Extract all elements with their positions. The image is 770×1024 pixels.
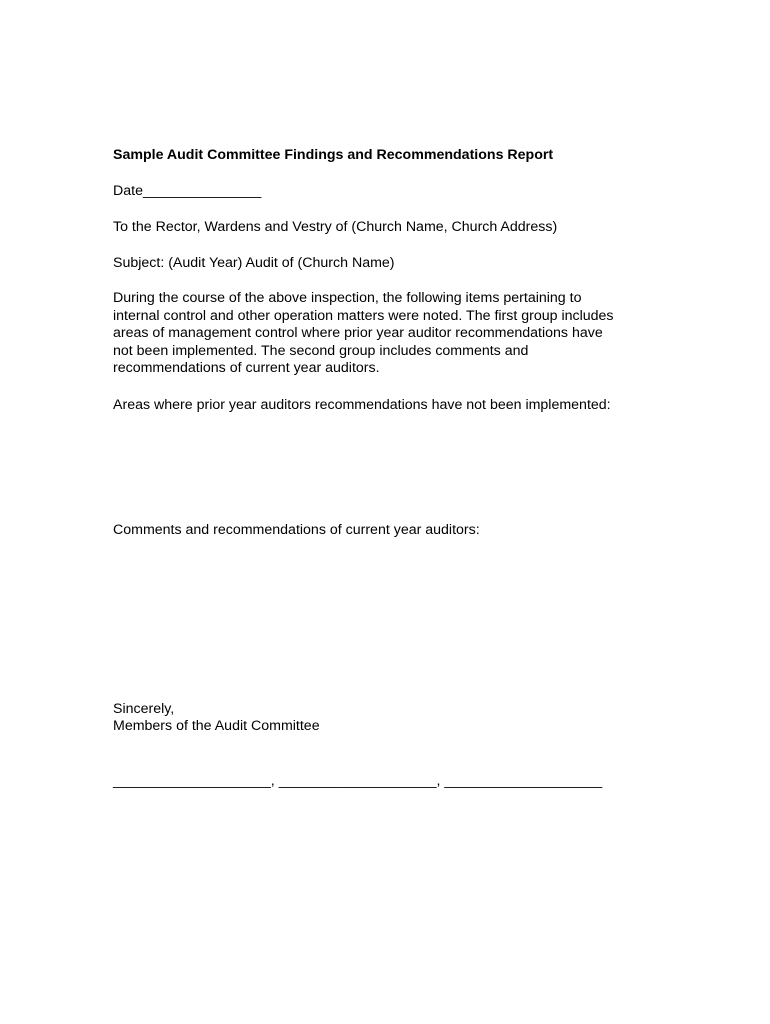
signatory-line: Members of the Audit Committee <box>113 718 320 734</box>
current-year-section-heading: Comments and recommendations of current year auditors: <box>113 522 480 538</box>
intro-line: recommendations of current year auditors. <box>113 360 380 376</box>
intro-line: internal control and other operation matters were noted. The first group includes <box>113 307 614 324</box>
document-title: Sample Audit Committee Findings and Recommendations Report <box>113 147 554 163</box>
subject-line: Subject: (Audit Year) Audit of (Church Name) <box>113 255 395 271</box>
intro-line: During the course of the above inspection, the following items pertaining to <box>113 290 582 306</box>
intro-line: areas of management control where prior year auditor recommendations have <box>113 325 603 341</box>
signature-blanks: ____________________, ____________________, ____________________ <box>113 773 603 789</box>
recipient-line: To the Rector, Wardens and Vestry of (Church Name, Church Address) <box>113 219 558 235</box>
intro-paragraph <box>113 290 673 378</box>
intro-line: not been implemented. The second group includes comments and <box>113 342 529 359</box>
closing-salutation: Sincerely, <box>113 701 175 717</box>
prior-year-section-heading: Areas where prior year auditors recommendations have not been implemented: <box>113 397 611 413</box>
date-line: Date_______________ <box>113 183 262 199</box>
